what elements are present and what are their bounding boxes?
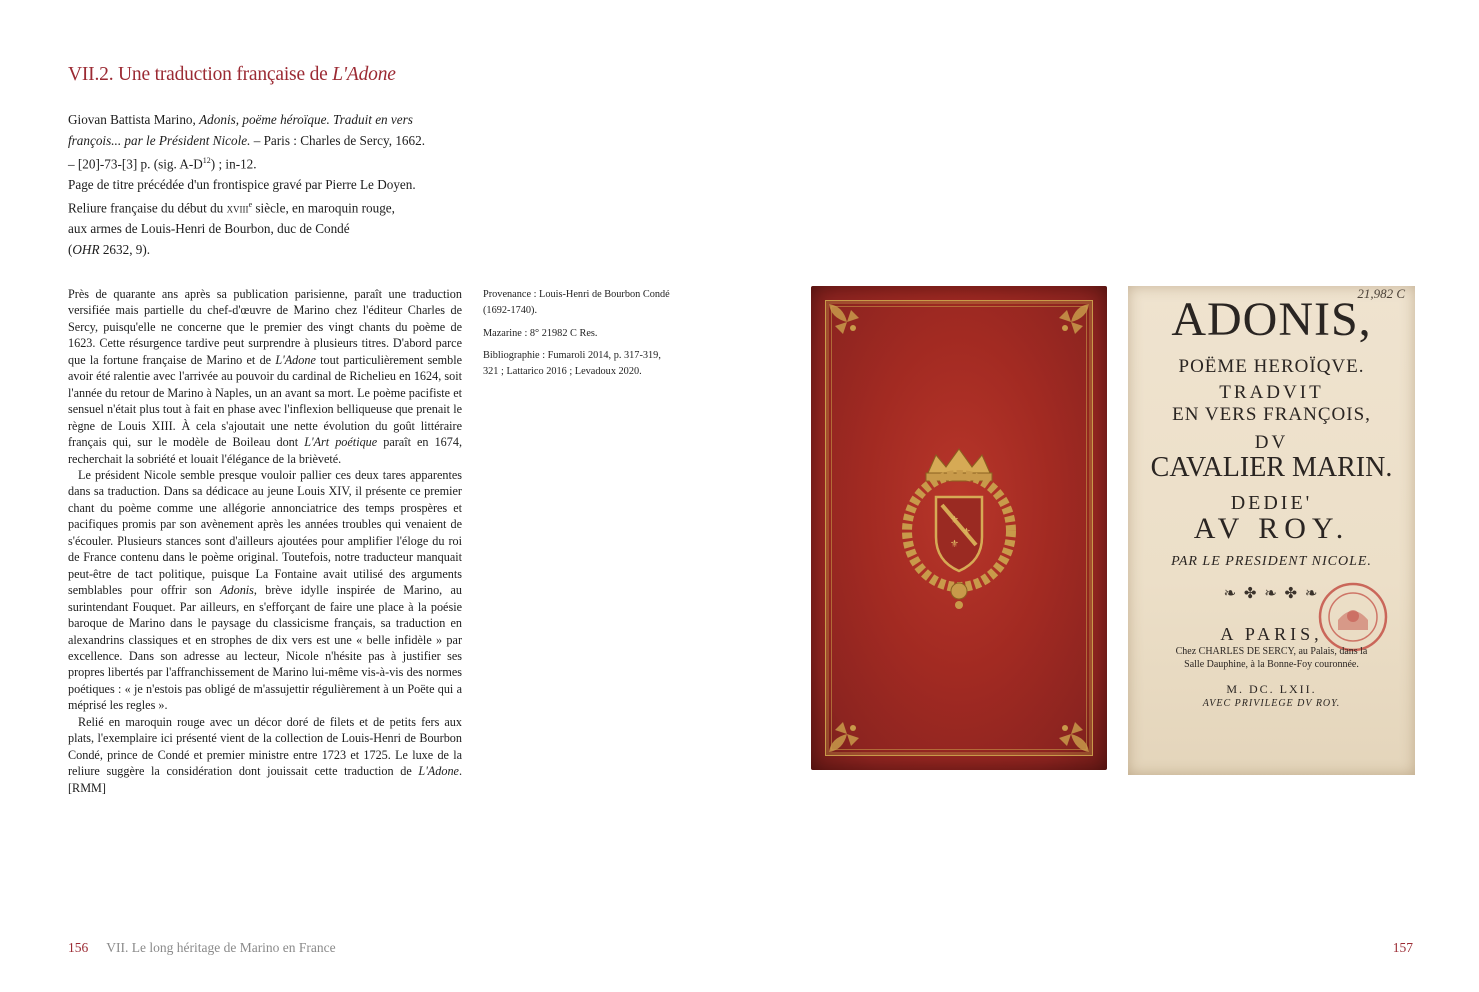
title-page-line: CAVALIER MARIN. (1150, 452, 1393, 483)
svg-text:⚜: ⚜ (962, 527, 971, 538)
printer-ornament-icon: ❧ ✤ ❧ ✤ ❧ (1223, 586, 1320, 602)
biblio-binding-cont: siècle, en maroquin rouge, (252, 200, 395, 216)
section-title (68, 64, 396, 86)
biblio-line (68, 195, 468, 219)
corner-fleuron-icon (1049, 712, 1093, 756)
title-page-line: EN VERS FRANÇOIS, (1172, 404, 1371, 425)
biblio-line (68, 240, 468, 261)
biblio-collation: – [20]-73-[3] p. (sig. A-D (68, 156, 203, 172)
book-cover-image (811, 286, 1107, 770)
text-run: Le président Nicole semble presque vouloir pallier ces deux tares apparentes dans sa traduction. Dans sa dédicace au jeune Louis XIV, il présente ce premier chant du poème comme une allégorie annonciatrice des temps prospères et pacifiques promis par son avènement après les années troubles qui venaient de s'écouler. Plusieurs stances sont d'ailleurs ajoutées pour amplifier l'éloge du roi de France contenu dans le poème original. Toutefois, notre traducteur manquait peut-être de tact politique, puisque La Fontaine avait utilisé des arguments semblables pour offrir son (68, 467, 462, 598)
biblio-line (68, 151, 468, 175)
text-run: Relié en maroquin rouge avec un décor doré de filets et de petits fers aux plats, l'exemplaire ici présenté vient de la collection de Louis-Henri de Bourbon Condé, prince de Condé et premier ministre entre 1723 et 1725. Le luxe de la reliure suggère la considération dont jouissait cette traduction de (68, 714, 462, 779)
title-page-line: DV (1254, 432, 1289, 453)
page-number-left: 156 (68, 940, 89, 955)
paragraph (68, 467, 462, 714)
text-run: , brève idylle inspirée de Marino, au surintendant Fouquet. Par ailleurs, en s'efforçant de faire une place à la poésie baroque de Marino dans le paysage du classicisme français, sa traduction en alexandrins classiques et en strophes de dix vers est une « belle infidèle » par excellence. Dans son adresse au lecteur, Nicole n'hésite pas à justifier ses propres libertés par l'affranchissement de Marino lui-même vis-à-vis des normes poétiques : « je n'estois pas obligé de m'assujettir régulièrement à un Poëte qui a méprisé les regles ». (68, 583, 462, 713)
italic-run: Adonis (220, 583, 254, 598)
biblio-century: xviii (226, 200, 249, 216)
sidenote (483, 287, 673, 380)
biblio-line (68, 131, 468, 152)
paragraph (68, 286, 462, 467)
italic-run: L'Adone (418, 764, 459, 779)
section-title-prefix: VII.2. Une traduction française de (68, 64, 333, 85)
biblio-ohr-ref: 2632, 9). (99, 241, 151, 257)
page-number-right: 157 (1392, 940, 1413, 955)
text-run: Près de quarante ans après sa publication parisienne, paraît une traduction versifiée mais partielle du chef-d'œuvre de Marino chez l'éditeur Charles de Sercy, puisqu'elle ne concerne que le premier des vingt chants du poème de 1623. Cette résurgence tardive peut surprendre à plusieurs titres. D'abord parce que la fortune française de Marino et de (68, 287, 462, 367)
shelf-mark-handwritten: 21,982 C (1357, 286, 1405, 301)
title-page-line: ADONIS, (1171, 293, 1372, 346)
section-title-italic: L'Adone (332, 64, 396, 85)
running-title: VII. Le long héritage de Marino en France (106, 940, 336, 955)
right-page (740, 0, 1479, 992)
biblio-ohr: OHR (72, 241, 100, 257)
title-page-line: AV ROY. (1193, 512, 1350, 545)
title-page-line: Chez CHARLES DE SERCY, au Palais, dans la (1175, 646, 1368, 657)
text-run: paraît en 1674, recherchait la sobriété et louait l'élégance de la brièveté. (68, 435, 462, 466)
italic-run: L'Adone (275, 352, 316, 367)
sidenote-bibliography: Bibliographie : Fumaroli 2014, p. 317-319, 321 ; Lattarico 2016 ; Levadoux 2020. (483, 349, 661, 378)
biblio-title: Adonis, poëme héroïque. Traduit en vers (199, 112, 413, 127)
biblio-century-sup: e (248, 200, 253, 210)
footer-left (68, 940, 336, 956)
bibliographic-entry (68, 110, 468, 260)
title-page-line: POËME HEROÏQVE. (1178, 356, 1365, 377)
biblio-line: aux armes de Louis-Henri de Bourbon, duc de Condé (68, 221, 350, 237)
paragraph (68, 714, 462, 796)
title-page-line: AVEC PRIVILEGE DV ROY. (1202, 698, 1341, 709)
title-page-image (1128, 286, 1415, 775)
biblio-imprint: – Paris : Charles de Sercy, 1662. (250, 132, 425, 148)
commentary-text (68, 286, 462, 796)
text-run: tout particulièrement semble avoir été ralentie avec l'arrivée au pouvoir du cardinal de Richelieu en 1624, soit l'année du retour de Marino à Naples, un an avant sa mort. Le poème pacifiste et sensuel n'était plus tout à fait en phase avec l'inflexion belliqueuse que prenait le règne de Louis XIII. À cela s'ajoutait une nette évolution du goût littéraire français qui, sur le modèle de Boileau dont (68, 352, 462, 450)
armorial-crest-icon (898, 441, 1020, 611)
biblio-sup: 12 (202, 156, 211, 165)
title-page-line: Salle Dauphine, à la Bonne-Foy couronnée. (1184, 659, 1359, 670)
biblio-line (68, 110, 468, 131)
text-run: . [RMM] (68, 764, 462, 795)
title-page-line: DEDIE' (1230, 492, 1313, 514)
corner-fleuron-icon (825, 300, 869, 344)
title-page-line: TRADVIT (1219, 382, 1324, 403)
sidenote-provenance: Provenance : Louis-Henri de Bourbon Condé (1692-1740). (483, 289, 670, 317)
italic-run: L'Art poétique (304, 435, 378, 450)
biblio-binding: Reliure française du début du (68, 200, 227, 216)
title-page-line: A PARIS, (1220, 624, 1323, 644)
corner-fleuron-icon (825, 712, 869, 756)
svg-text:⚜: ⚜ (950, 515, 959, 526)
biblio-paren: ( (68, 241, 73, 257)
biblio-title-cont: françois... par le Président Nicole. (68, 132, 251, 148)
biblio-author: Giovan Battista Marino, (68, 112, 200, 127)
title-page-line: M. DC. LXII. (1226, 682, 1317, 696)
title-page-line: PAR LE PRESIDENT NICOLE. (1171, 554, 1372, 569)
biblio-line: Page de titre précédée d'un frontispice gravé par Pierre Le Doyen. (68, 176, 416, 192)
corner-fleuron-icon (1049, 300, 1093, 344)
biblio-format: ) ; in-12. (210, 156, 257, 172)
svg-text:⚜: ⚜ (950, 539, 959, 550)
sidenote-shelfmark: Mazarine : 8° 21982 C Res. (483, 327, 598, 339)
